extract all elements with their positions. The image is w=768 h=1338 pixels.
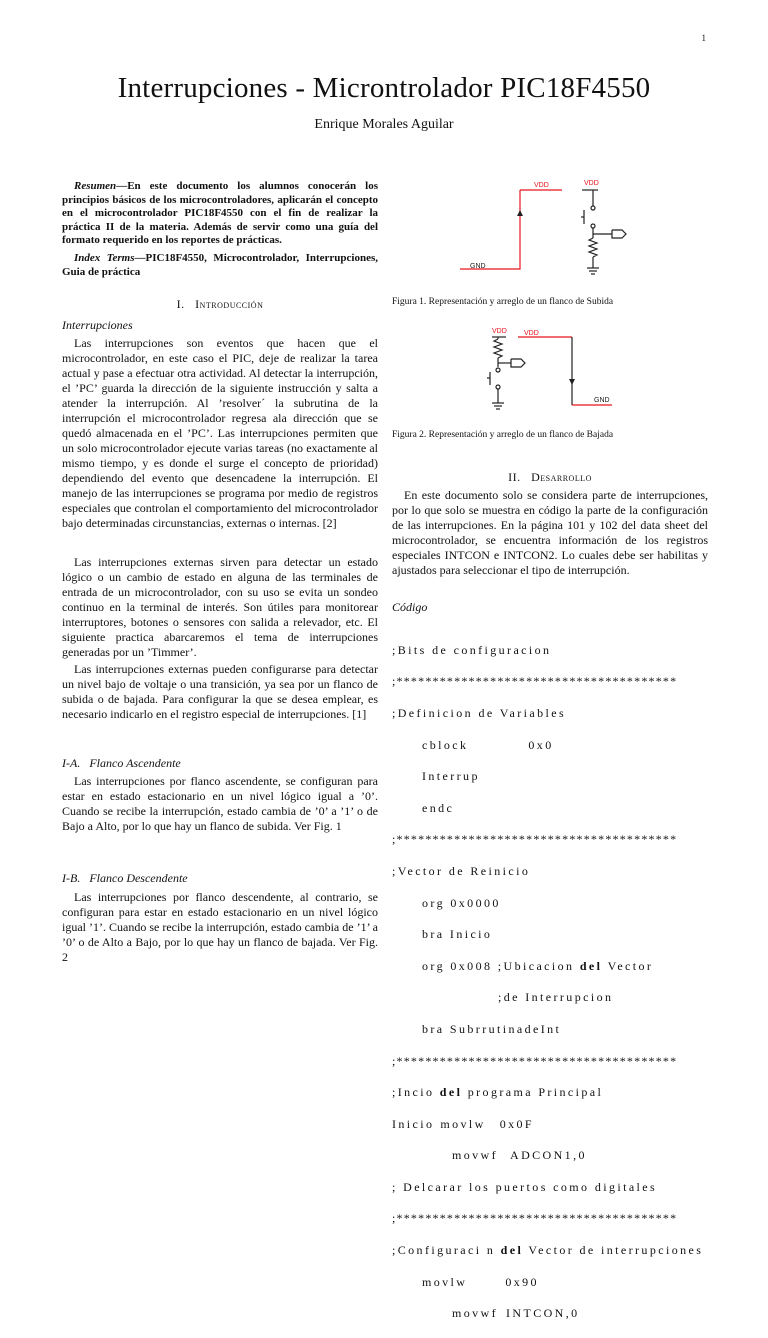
- paragraph-intro-3: Las interrupciones externas pueden configurarse para detectar un nivel bajo de voltaje o una transición, ya sea por un flanco de subida o de bajada. Para configurar la que se desea emplear, es necesario indicarlo en el registro especial de interrupciones. [1]: [62, 662, 378, 721]
- section-2-heading: [392, 470, 708, 485]
- section-2-number: II.: [508, 470, 521, 484]
- code-line: endc: [422, 800, 455, 815]
- code-line: ;de Interrupcion: [498, 990, 614, 1005]
- code-line: Inicio movlw 0x0F: [392, 1116, 535, 1131]
- code-line: ;Vector de Reinicio: [392, 863, 531, 878]
- figure-1-caption: Figura 1. Representación y arreglo de un flanco de Subida: [392, 297, 614, 307]
- code-line: ;Bits de configuracion: [392, 642, 552, 657]
- subsection-1b-title: Flanco Descendente: [89, 871, 188, 885]
- subsection-1b-label: I-B.: [62, 871, 81, 885]
- code-line: bra Inicio: [422, 927, 493, 942]
- figure-2-circuit: [484, 323, 614, 415]
- code-line: ;***************************************: [392, 674, 678, 689]
- code-line: ;***************************************: [392, 1211, 678, 1226]
- subsection-1a-label: I-A.: [62, 756, 81, 770]
- figure-1-red-wire: [460, 190, 520, 269]
- abstract-label: Resumen: [74, 180, 117, 192]
- figure-2-caption: Figura 2. Representación y arreglo de un flanco de Bajada: [392, 430, 614, 440]
- code-line: ;Definicion de Variables: [392, 705, 567, 720]
- code-line: Interrup: [422, 769, 480, 784]
- author: Enrique Morales Aguilar: [314, 117, 454, 132]
- section-1-title: Introducción: [195, 297, 264, 311]
- figure-1-vdd-label-b: VDD: [584, 180, 599, 187]
- code-line: bra SubrrutinadeInt: [422, 1021, 562, 1036]
- figure-2-gnd-label: GND: [594, 397, 610, 404]
- code-listing: [392, 627, 708, 1338]
- subsection-interrupciones: Interrupciones: [62, 318, 133, 332]
- figure-1-circuit: [460, 176, 640, 276]
- code-line: ;***************************************: [392, 1053, 678, 1068]
- section-1-heading: [62, 297, 378, 312]
- paper-title: Interrupciones - Microntrolador PIC18F4550: [117, 72, 651, 104]
- index-terms: [62, 252, 378, 279]
- figure-1-gnd-label: GND: [470, 263, 486, 270]
- code-line: ; Delcarar los puertos como digitales: [392, 1179, 658, 1194]
- code-line: movwf ADCON1,0: [452, 1148, 587, 1163]
- code-line: ;Incio del programa Principal: [392, 1085, 604, 1100]
- page-number: 1: [701, 33, 706, 43]
- code-line: cblock 0x0: [422, 737, 554, 752]
- code-line: org 0x008 ;Ubicacion del Vector: [422, 958, 654, 973]
- subsection-1b-heading: [62, 871, 378, 886]
- abstract-text: —En este documento los alumnos conocerán los principios básicos de los microcontroladores, aplicarán el concepto en el microcontrolador PIC18F4550 con el fin de realizar la práctica II de la materia. Además de servir como una guía del formato requerido en los reportes de prácticas.: [62, 180, 378, 247]
- figure-2-vdd-label-b: VDD: [524, 330, 539, 337]
- abstract: [62, 180, 378, 248]
- code-line: ;Configuraci n del Vector de interrupciones: [392, 1243, 704, 1258]
- section-2-title: Desarrollo: [531, 470, 592, 484]
- paragraph-intro-1: Las interrupciones son eventos que hacen que el microcontrolador, en este caso el PIC, deje de realizar la tarea actual y pase a efectuar otra actividad. Al detectar la interrupción, el ’PC’ guarda la dirección de la siguiente instrucción y salta a atender la interrupción. Al ’resolver´ la subrutina de la interrupción el microcontrolador regresa ala dirección que se quedó almacenada en el ’PC’. Las interrupciones permiten que un solo microcontrolador ejecute varias tareas (no exactamente al mismo tiempo, y es donde el surge el concepto de prioridad) dependiendo del evento que desencadene la interrupción. El manejo de las interrupciones se programa por medio de registros especiales que controlan el comportamiento del microcontrolador bajo determinadas circunstancias, externas o internas. [2]: [62, 336, 378, 530]
- paragraph-intro-2: Las interrupciones externas sirven para detectar un estado lógico o un cambio de estado en alguna de las terminales de entrada de un microcontrolador, con su uso se evita un sondeo continuo en la terminal de interés. Son útiles para monitorear interruptores, botones o sensores con salida a relevador, etc. El siguiente practica abarcaremos el tema de interrupciones generadas por un ’Timmer’.: [62, 555, 378, 659]
- code-line: ;***************************************: [392, 832, 678, 847]
- section-1-number: I.: [176, 297, 185, 311]
- code-line: org 0x0000: [422, 895, 501, 910]
- subsection-1a-heading: [62, 756, 378, 771]
- code-line: movwf INTCON,0: [452, 1306, 580, 1321]
- subsection-1a-title: Flanco Ascendente: [89, 756, 181, 770]
- code-section-title: Código: [392, 600, 428, 614]
- index-terms-text: —PIC18F4550, Microcontrolador, Interrupciones, Guia de práctica: [62, 252, 378, 278]
- paragraph-flanco-descendente: Las interrupciones por flanco descendente, al contrario, se configuran para estar en estado estacionario en un nivel lógico igual ’1’. Cuando se recibe la interrupción, estado cambia de ’1’ a ’0’ o de Alto a Bajo, por lo que hay un flanco de bajada. Ver Fig. 2: [62, 890, 378, 964]
- code-line: movlw 0x90: [422, 1274, 539, 1289]
- figure-1-vdd-label-a: VDD: [534, 182, 549, 189]
- figure-2-vdd-label-a: VDD: [492, 328, 507, 335]
- index-terms-label: Index Terms: [74, 252, 135, 264]
- paragraph-desarrollo: En este documento solo se considera parte de interrupciones, por lo que solo se muestra en código la parte de la configuración de las interrupciones. En la página 101 y 102 del data sheet del microcontrolador, se encuentra información de los registros especiales INTCON e INTCON2. Lo cuales debe ser habilitas y ajustados para seleccionar el tipo de interrupción.: [392, 488, 708, 577]
- paragraph-flanco-ascendente: Las interrupciones por flanco ascendente, se configuran para estar en estado estacionario en un nivel lógico igual a ’0’. Cuando se recibe la interrupción, estado cambia de ’0’ a ’1’ o de Bajo a Alto, por lo que hay un flanco de subida. Ver Fig. 1: [62, 774, 378, 833]
